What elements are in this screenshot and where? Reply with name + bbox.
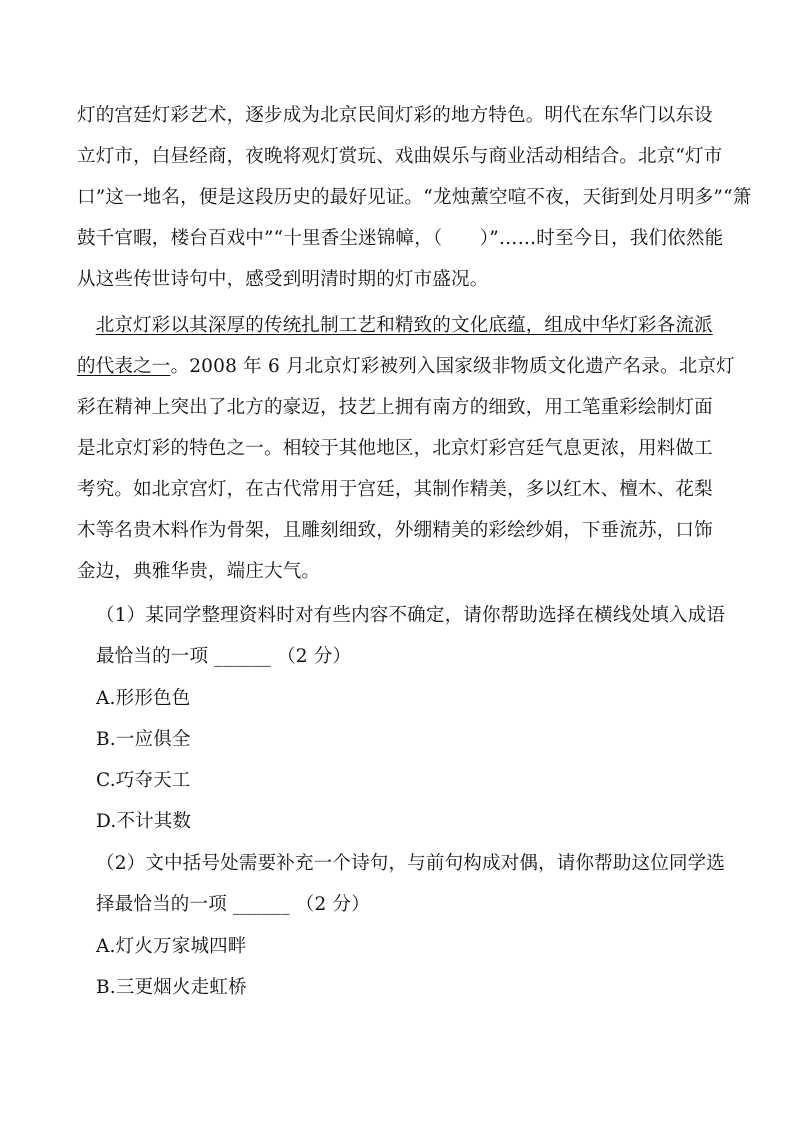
underlined-sentence-part1: 北京灯彩以其深厚的传统扎制工艺和精致的文化底蕴，组成中华灯彩各流派 bbox=[95, 315, 713, 336]
question2-line-2 bbox=[96, 893, 370, 917]
question1-option-a: A.形形色色 bbox=[96, 688, 191, 709]
underlined-sentence-part2: 的代表之一 bbox=[77, 356, 171, 377]
paragraph2-indent bbox=[77, 315, 96, 336]
paragraph1-line-1: 灯的宫廷灯彩艺术，逐步成为北京民间灯彩的地方特色。明代在东华门以东设 bbox=[77, 105, 713, 126]
question2-prompt: 择最恰当的一项 bbox=[96, 894, 227, 915]
question2-line-1: （2）文中括号处需要补充一个诗句，与前句构成对偶，请你帮助这位同学选 bbox=[96, 853, 726, 874]
paragraph2-line-1 bbox=[77, 314, 713, 338]
paragraph2-line-5: 考究。如北京宫灯，在古代常用于宫廷，其制作精美，多以红木、檀木、花梨 bbox=[77, 479, 713, 500]
question1-score: （2 分） bbox=[277, 646, 352, 667]
question2-blank: ______ bbox=[233, 894, 290, 915]
question1-prompt: 最恰当的一项 bbox=[96, 646, 209, 667]
question2-option-b: B.三更烟火走虹桥 bbox=[96, 977, 247, 998]
question1-option-b: B.一应俱全 bbox=[96, 729, 191, 750]
paragraph2-line-3: 彩在精神上突出了北方的豪迈，技艺上拥有南方的细致，用工笔重彩绘制灯面 bbox=[77, 397, 713, 418]
paragraph1-line-5: 从这些传世诗句中，感受到明清时期的灯市盛况。 bbox=[77, 269, 489, 290]
paragraph2-line-2-rest: 。2008 年 6 月北京灯彩被列入国家级非物质文化遗产名录。北京灯 bbox=[170, 356, 735, 377]
paragraph1-line-2: 立灯市，白昼经商，夜晚将观灯赏玩、戏曲娱乐与商业活动相结合。北京“灯市 bbox=[77, 146, 723, 167]
paragraph2-line-6: 木等名贵木料作为骨架，且雕刻细致，外绷精美的彩绘纱娟，下垂流苏，口饰 bbox=[77, 520, 713, 541]
paragraph2-line-7: 金边，典雅华贵，端庄大气。 bbox=[77, 561, 321, 582]
question1-line-2 bbox=[96, 645, 351, 669]
question1-option-d: D.不计其数 bbox=[96, 811, 192, 832]
question2-option-a: A.灯火万家城四畔 bbox=[96, 936, 247, 957]
paragraph2-line-4: 是北京灯彩的特色之一。相较于其他地区，北京灯彩宫廷气息更浓，用料做工 bbox=[77, 438, 713, 459]
paragraph1-line-4: 鼓千官暇，楼台百戏中”“十里香尘迷锦幛，（ ）”……时至今日，我们依然能 bbox=[77, 228, 724, 249]
question2-score: （2 分） bbox=[295, 894, 370, 915]
paragraph2-line-2 bbox=[77, 355, 735, 379]
paragraph1-line-3: 口”这一地名，便是这段历史的最好见证。“龙烛薰空喧不夜，天街到处月明多”“箫 bbox=[77, 187, 752, 208]
question1-line-1: （1）某同学整理资料时对有些内容不确定，请你帮助选择在横线处填入成语 bbox=[96, 605, 726, 626]
question1-blank: ______ bbox=[214, 646, 271, 667]
question1-option-c: C.巧夺天工 bbox=[96, 770, 191, 791]
